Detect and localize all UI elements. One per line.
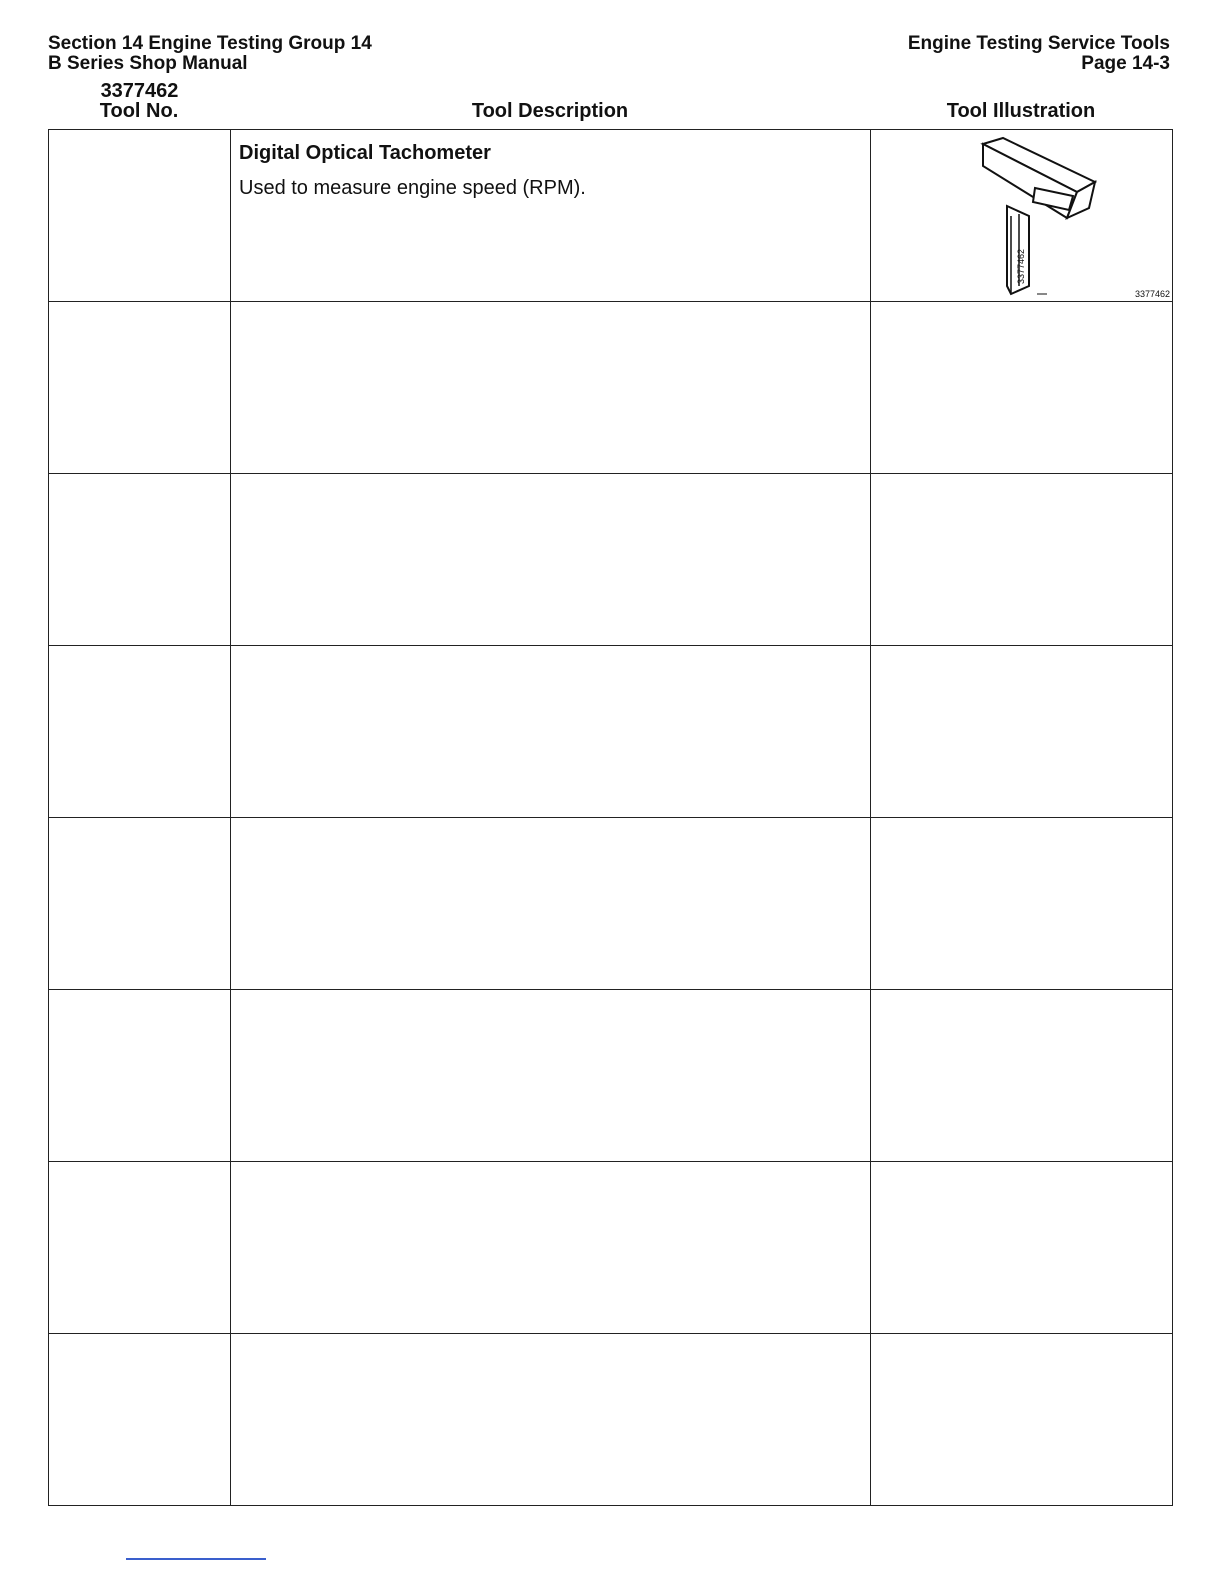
- table-row: [49, 1334, 1173, 1506]
- tool-number-cell: [49, 474, 231, 646]
- tool-description-cell: [231, 646, 871, 818]
- page-number: Page 14-3: [1081, 53, 1170, 74]
- table-row: [49, 818, 1173, 990]
- tool-description-cell: [231, 1334, 871, 1506]
- tachometer-icon: [977, 136, 1097, 296]
- footer-rule: [126, 1558, 266, 1560]
- chapter-title: Engine Testing Service Tools: [907, 33, 1170, 54]
- tool-illustration-cell: [871, 1334, 1173, 1506]
- figure-id: 3377462: [1134, 289, 1170, 299]
- tool-number-cell: [49, 1162, 231, 1334]
- tool-description-cell: [231, 1162, 871, 1334]
- tool-illustration-cell: [871, 302, 1173, 474]
- table-row: [49, 1162, 1173, 1334]
- tool-number-cell: [49, 646, 231, 818]
- svg-text:3377462: 3377462: [1016, 248, 1026, 284]
- header-left: [48, 34, 372, 74]
- tool-illustration-cell: [871, 130, 1173, 302]
- tool-number: 3377462: [100, 80, 179, 102]
- table-row: [49, 474, 1173, 646]
- section-title: Section 14 Engine Testing Group 14: [48, 33, 372, 54]
- tool-name: Digital Optical Tachometer: [239, 142, 491, 164]
- tool-illustration-cell: [871, 1162, 1173, 1334]
- tool-number-cell: [49, 818, 231, 990]
- tool-number-cell: [49, 302, 231, 474]
- tool-description-cell: [231, 130, 871, 302]
- tool-illustration-cell: [871, 646, 1173, 818]
- tool-illustration-cell: [871, 474, 1173, 646]
- column-header-tool-no: Tool No.: [99, 100, 179, 122]
- table-row: [49, 302, 1173, 474]
- table-row: [49, 130, 1173, 302]
- column-header-tool-illustration: Tool Illustration: [946, 100, 1096, 122]
- header-right: [908, 34, 1170, 74]
- table-row: [49, 990, 1173, 1162]
- tool-illustration-cell: [871, 990, 1173, 1162]
- tool-description-cell: [231, 818, 871, 990]
- tool-description-cell: [231, 990, 871, 1162]
- tool-description-cell: [231, 474, 871, 646]
- tool-description-text: Used to measure engine speed (RPM).: [239, 177, 586, 199]
- manual-title: B Series Shop Manual: [48, 53, 248, 74]
- column-header-tool-description: Tool Description: [471, 100, 629, 122]
- tool-illustration-cell: [871, 818, 1173, 990]
- column-headers: [48, 100, 1172, 124]
- tool-description-cell: [231, 302, 871, 474]
- tool-number-cell: [49, 1334, 231, 1506]
- tool-number-cell: [49, 990, 231, 1162]
- table-row: [49, 646, 1173, 818]
